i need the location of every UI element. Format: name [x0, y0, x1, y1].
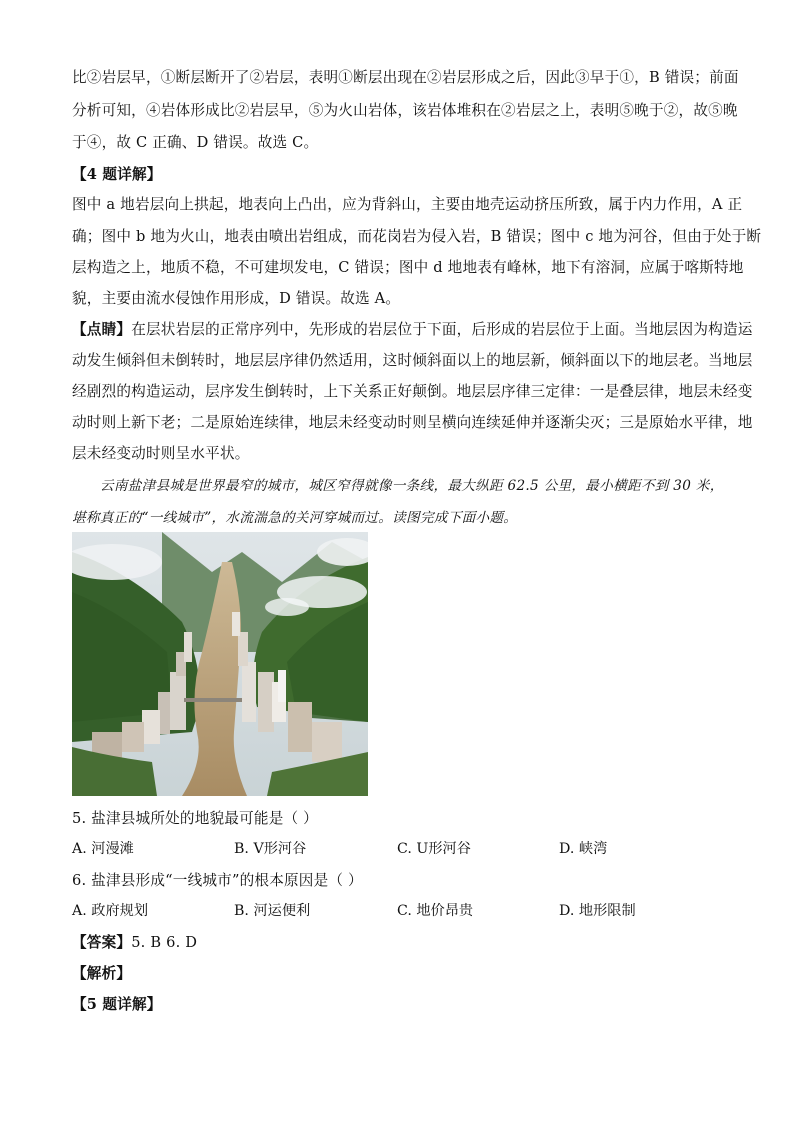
answer-line [72, 931, 197, 952]
section-heading: 【5 题详解】 [72, 996, 162, 1013]
text-line: 动时则上新下老；二是原始连续律，地层未经变动时则呈横向连续延伸并逐渐尖灭；三是原始水平律，地 [72, 414, 753, 431]
text-line: 分析可知，④岩体形成比②岩层早，⑤为火山岩体，该岩体堆积在②岩层之上，表明⑤晚于②，故⑤晚 [72, 102, 738, 119]
q6-option-b: B. 河运便利 [234, 903, 311, 919]
text-line: 貌，主要由流水侵蚀作用形成，D 错误。故选 A。 [72, 290, 401, 307]
q5-option-c: C. U形河谷 [397, 841, 471, 857]
text-line: 于④，故 C 正确、D 错误。故选 C。 [72, 134, 319, 151]
intro-line: 堪称真正的“一线城市”，水流湍急的关河穿城而过。读图完成下面小题。 [72, 510, 518, 526]
yanjin-city-photo [72, 532, 368, 796]
q6-option-c: C. 地价昂贵 [397, 903, 474, 919]
tip-label: 【点睛】 [72, 321, 132, 338]
q5-option-d: D. 峡湾 [559, 841, 608, 857]
text-line: 经剧烈的构造运动，层序发生倒转时，上下关系正好颠倒。地层层序律三定律：一是叠层律，地层未经变 [72, 383, 753, 400]
q5-option-b: B. V形河谷 [234, 841, 307, 857]
text-line: 比②岩层早，①断层断开了②岩层，表明①断层出现在②岩层形成之后，因此③早于①，B 错误；前面 [72, 69, 739, 86]
text-line: 层构造之上，地质不稳，不可建坝发电，C 错误；图中 d 地地表有峰林，地下有溶洞，应属于喀斯特地 [72, 259, 744, 276]
section-heading: 【4 题详解】 [72, 166, 162, 183]
text-line: 动发生倾斜但未倒转时，地层层序律仍然适用，这时倾斜面以上的地层新，倾斜面以下的地层老。当地层 [72, 352, 753, 369]
intro-line: 云南盐津县城是世界最窄的城市，城区窄得就像一条线，最大纵距 62.5 公里，最小横距不到 30 米， [100, 478, 724, 494]
text-line: 确；图中 b 地为火山，地表由喷出岩组成，而花岗岩为侵入岩，B 错误；图中 c 地为河谷，但由于处于断 [72, 228, 762, 245]
analysis-heading: 【解析】 [72, 965, 132, 982]
text-line: 图中 a 地岩层向上拱起，地表向上凸出，应为背斜山，主要由地壳运动挤压所致，属于内力作用，A 正 [72, 196, 743, 213]
answer-label: 【答案】 [72, 934, 132, 951]
tip-text: 在层状岩层的正常序列中，先形成的岩层位于下面，后形成的岩层位于上面。当地层因为构造运 [131, 321, 753, 338]
answer-text: 5. B 6. D [131, 934, 198, 951]
q5-option-a: A. 河漫滩 [72, 841, 134, 857]
q6-option-a: A. 政府规划 [72, 903, 149, 919]
question-5-stem: 5. 盐津县城所处的地貌最可能是（ ） [72, 810, 318, 827]
q6-option-d: D. 地形限制 [559, 903, 636, 919]
text-line: 层未经变动时则呈水平状。 [72, 445, 250, 462]
question-6-stem: 6. 盐津县形成“一线城市”的根本原因是（ ） [72, 872, 363, 889]
tip-paragraph-first-line [72, 318, 753, 339]
